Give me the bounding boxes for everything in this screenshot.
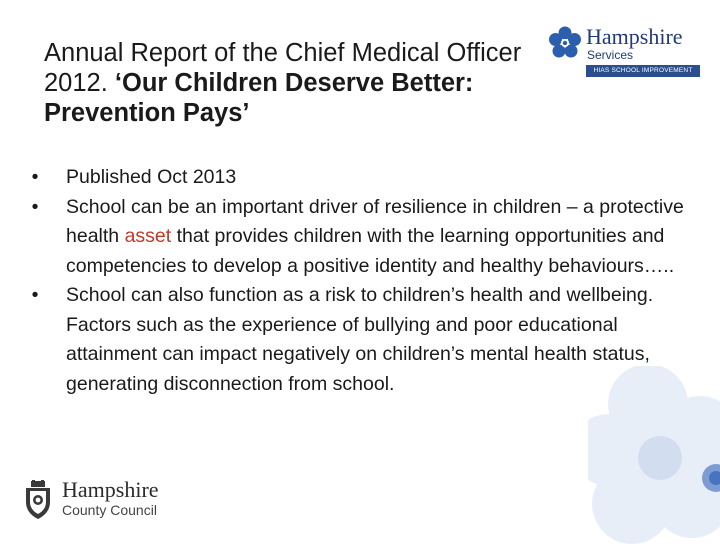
hampshire-services-logo [546,22,706,80]
hampshire-county-council-logo [22,478,192,522]
bullet-item [28,193,688,282]
bullet-text-part: that provides children with the learning opportunities and competencies to develop a positive identity and healthy behaviours….. [66,225,675,277]
bullet-marker: • [31,195,39,218]
slide-title [44,38,524,128]
bullet-item [28,281,688,399]
highlighted-word: asset [124,225,172,247]
title-bold-text: ‘Our Children Deserve Better: Prevention Pays’ [44,69,474,127]
flower-icon [548,26,582,60]
logo-top-sub: Services [587,48,634,62]
logo-top-name: Hampshire [586,24,683,49]
bullet-list [28,163,688,399]
logo-top-band: HIAS SCHOOL IMPROVEMENT [586,65,700,77]
bullet-text [66,193,686,282]
title-normal-text: Annual Report of the Chief Medical Officer 2012. [44,39,522,97]
bullet-text: School can also function as a risk to children’s health and wellbeing. Factors such as the experience of bullying and poor educational attainment can impact negatively on children’s mental health status, generating disconnection from school. [66,284,654,395]
bullet-text-part: School can be an important driver of resilience in children – a protective health [66,195,684,247]
bullet-item [28,163,688,193]
logo-bottom-name: Hampshire [62,477,159,502]
crest-icon [22,480,54,520]
logo-bottom-sub: County Council [62,502,157,518]
bullet-text: Published Oct 2013 [66,166,237,188]
bullet-marker: • [31,166,39,188]
bullet-marker: • [31,284,39,306]
